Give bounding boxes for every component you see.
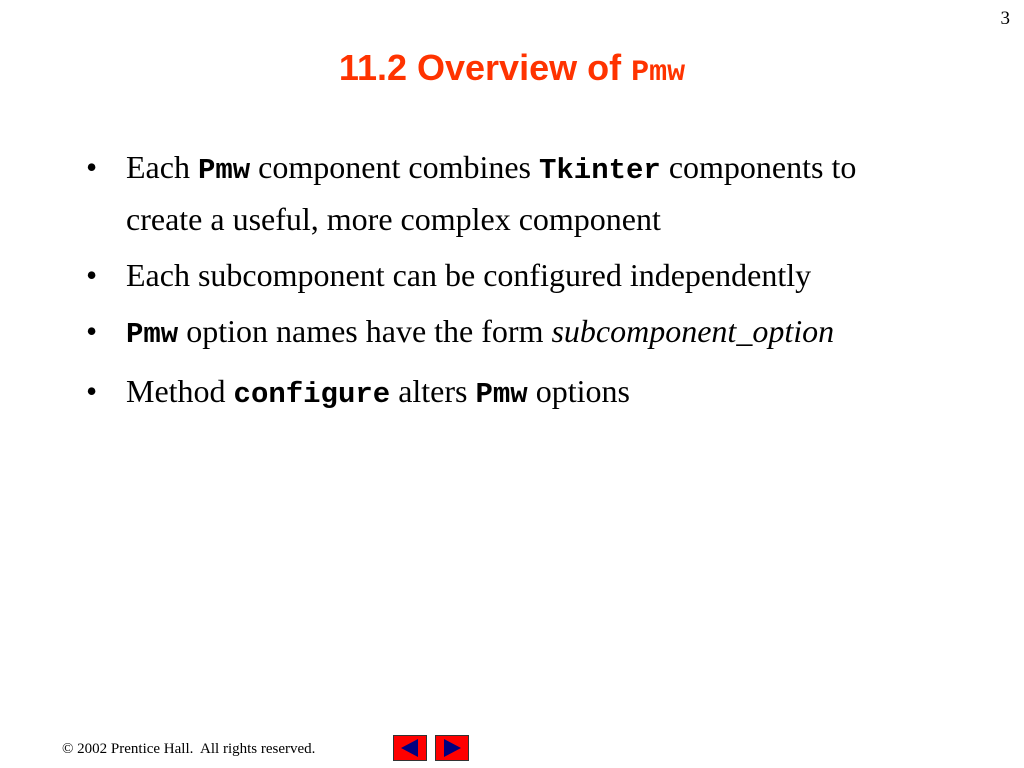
bullet-text: option names have the form — [178, 313, 552, 349]
code-term: Pmw — [197, 154, 251, 187]
code-term: Pmw — [126, 318, 179, 351]
bullet-item — [0, 251, 1024, 299]
bullet-symbol: • — [86, 373, 98, 409]
bullet-symbol: • — [86, 257, 98, 293]
code-term: Pmw — [475, 378, 528, 411]
next-slide-button[interactable] — [435, 735, 469, 761]
slide-title-text: 11.2 Overview of — [338, 47, 632, 88]
bullet-text: Method — [126, 373, 234, 409]
bullet-list — [0, 143, 1024, 427]
bullet-text: alters — [390, 373, 476, 409]
bullet-text: Each — [126, 149, 198, 185]
bullet-item — [0, 307, 1024, 359]
code-term: Tkinter — [539, 154, 661, 187]
copyright-footer — [62, 741, 315, 758]
page-number: 3 — [1000, 8, 1010, 29]
slide-title — [0, 46, 1024, 95]
bullet-symbol: • — [86, 149, 98, 185]
previous-slide-button[interactable] — [393, 735, 427, 761]
slide-title-code: Pmw — [631, 56, 686, 90]
italic-term: subcomponent_option — [551, 313, 835, 349]
bullet-text: Each subcomponent can be configured independently — [126, 257, 812, 293]
bullet-item — [0, 367, 1024, 419]
copyright-text: 2002 Prentice Hall. All rights reserved. — [73, 741, 316, 757]
arrow-right-icon — [436, 736, 468, 760]
code-term: configure — [233, 378, 391, 411]
bullet-item — [0, 143, 1024, 243]
arrow-left-icon — [394, 736, 426, 760]
bullet-text: options — [527, 373, 630, 409]
bullet-text: component combines — [250, 149, 539, 185]
bullet-text: components to create a useful, more complex component — [126, 149, 857, 237]
bullet-symbol: • — [86, 313, 98, 349]
copyright-symbol: © — [62, 741, 74, 757]
